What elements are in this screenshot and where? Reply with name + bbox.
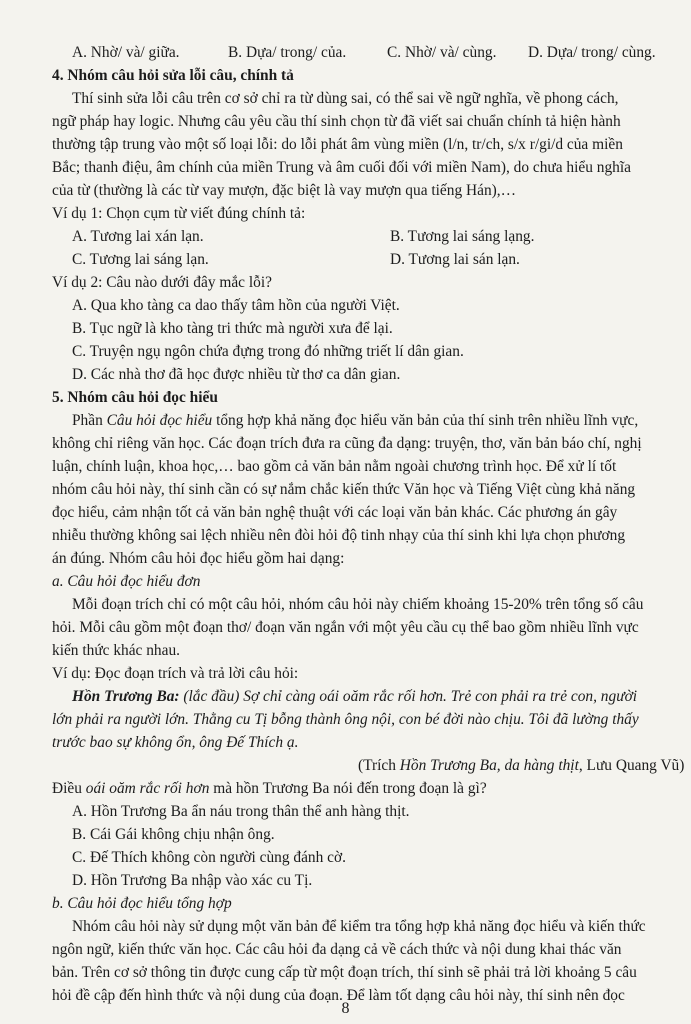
paragraph-line: hỏi. Mỗi câu gồm một đoạn thơ/ đoạn văn ngắn với một yêu cầu cụ thể bao gồm nhiều lĩnh vực [52, 619, 639, 636]
paragraph-line: Thí sinh sửa lỗi câu trên cơ sở chỉ ra từ dùng sai, có thể sai về ngữ nghĩa, về phong cách, [72, 90, 619, 107]
example-2-option-c: C. Truyện ngụ ngôn chứa đựng trong đó những triết lí dân gian. [72, 343, 464, 360]
example-2-option-d: D. Các nhà thơ đã học được nhiều từ thơ ca dân gian. [72, 366, 401, 383]
quote-source: (Trích Hồn Trương Ba, da hàng thịt, Lưu Quang Vũ) [358, 757, 685, 774]
quote-line: Hồn Trương Ba: (lắc đầu) Sợ chỉ càng oái oăm rắc rối hơn. Trẻ con phải ra trẻ con, người [72, 688, 638, 705]
section-4-heading: 4. Nhóm câu hỏi sửa lỗi câu, chính tả [52, 67, 294, 84]
paragraph-line: đọc hiểu, cảm nhận tốt cả văn bản nghệ thuật với các loại văn bản khác. Các phương án gây [52, 504, 618, 521]
paragraph-line: ngữ pháp hay logic. Nhưng câu yêu cầu thí sinh chọn từ đã viết sai chuẩn chính tả hiện hành [52, 113, 621, 130]
paragraph-line: thường tập trung vào một số loại lỗi: do lỗi phát âm vùng miền (l/n, tr/ch, s/x r/gi/d của miền [52, 136, 623, 153]
option-c: C. Nhờ/ và/ cùng. [387, 44, 497, 61]
paragraph-line: án đúng. Nhóm câu hỏi đọc hiểu gồm hai dạng: [52, 550, 345, 567]
paragraph-line: luận, chính luận, khoa học,… bao gồm cả văn bản nằm ngoài chương trình học. Để xử lí tốt [52, 458, 617, 475]
paragraph-line: hỏi đề cập đến hình thức và nội dung của đoạn. Để làm tốt dạng câu hỏi này, thí sinh nên đọc [52, 987, 625, 1004]
paragraph-line: Mỗi đoạn trích chỉ có một câu hỏi, nhóm câu hỏi này chiếm khoảng 15-20% trên tổng số câu [72, 596, 644, 613]
paragraph-line: Nhóm câu hỏi này sử dụng một văn bản để kiểm tra tổng hợp khả năng đọc hiểu và kiến thức [72, 918, 646, 935]
quote-speaker: Hồn Trương Ba: [72, 688, 180, 705]
question-stem: Điều oái oăm rắc rối hơn mà hồn Trương Ba nói đến trong đoạn là gì? [52, 780, 487, 797]
example-1-label: Ví dụ 1: Chọn cụm từ viết đúng chính tả: [52, 205, 306, 222]
paragraph-line: Bắc; thanh điệu, âm chính của miền Trung và âm cuối đối với miền Nam), do chưa hiểu nghĩa [52, 159, 631, 176]
paragraph-line: của từ (thường là các từ vay mượn, đặc biệt là vay mượn qua tiếng Hán),… [52, 182, 517, 199]
example-2-option-a: A. Qua kho tàng ca dao thấy tâm hồn của người Việt. [72, 297, 400, 314]
example-1-option-c: C. Tương lai sáng lạn. [72, 251, 209, 268]
example-2-option-b: B. Tục ngữ là kho tàng tri thức mà người xưa để lại. [72, 320, 393, 337]
example-1-option-b: B. Tương lai sáng lạng. [390, 228, 535, 245]
paragraph-line: ngôn ngữ, kiến thức văn học. Các câu hỏi đa dạng cả về cách thức và nội dung khai thác văn [52, 941, 622, 958]
quote-line: trước bao sự không ổn, ông Đế Thích ạ. [52, 734, 299, 751]
example-label: Ví dụ: Đọc đoạn trích và trả lời câu hỏi: [52, 665, 299, 682]
question-option-b: B. Cái Gái không chịu nhận ông. [72, 826, 275, 843]
option-a: A. Nhờ/ và/ giữa. [72, 44, 180, 61]
subsection-a-heading: a. Câu hỏi đọc hiểu đơn [52, 573, 201, 590]
paragraph-line: kiến thức khác nhau. [52, 642, 181, 659]
question-option-d: D. Hồn Trương Ba nhập vào xác cu Tị. [72, 872, 313, 889]
quote-line: lớn phải ra người lớn. Thằng cu Tị bỗng thành ông nội, con bé đời nào chịu. Tôi đã lường thấy [52, 711, 639, 728]
section-5-heading: 5. Nhóm câu hỏi đọc hiểu [52, 389, 218, 406]
example-2-label: Ví dụ 2: Câu nào dưới đây mắc lỗi? [52, 274, 272, 291]
subsection-b-heading: b. Câu hỏi đọc hiểu tổng hợp [52, 895, 232, 912]
paragraph-line: Phần Câu hỏi đọc hiểu tổng hợp khả năng đọc hiểu văn bản của thí sinh trên nhiều lĩnh vực, [72, 412, 639, 429]
paragraph-line: bản. Trên cơ sở thông tin được cung cấp từ một đoạn trích, thí sinh sẽ phải trả lời khoảng 5 câu [52, 964, 637, 981]
example-1-option-d: D. Tương lai sán lạn. [390, 251, 520, 268]
paragraph-line: nhóm câu hỏi này, thí sinh cần có sự nắm chắc kiến thức Văn học và Tiếng Việt cùng khả năng [52, 481, 636, 498]
page-number: 8 [341, 1000, 350, 1017]
example-1-option-a: A. Tương lai xán lạn. [72, 228, 204, 245]
question-option-a: A. Hồn Trương Ba ẩn náu trong thân thể anh hàng thịt. [72, 803, 410, 820]
paragraph-line: nhiễu thường không sai lệch nhiều nên đòi hỏi độ tinh nhạy của thí sinh khi lựa chọn phương [52, 527, 626, 544]
paragraph-line: không chỉ riêng văn học. Các đoạn trích đưa ra cũng đa dạng: truyện, thơ, văn bản báo chí, nghị [52, 435, 642, 452]
option-b: B. Dựa/ trong/ của. [228, 44, 347, 61]
question-option-c: C. Đế Thích không còn người cùng đánh cờ. [72, 849, 346, 866]
option-d: D. Dựa/ trong/ cùng. [528, 44, 656, 61]
